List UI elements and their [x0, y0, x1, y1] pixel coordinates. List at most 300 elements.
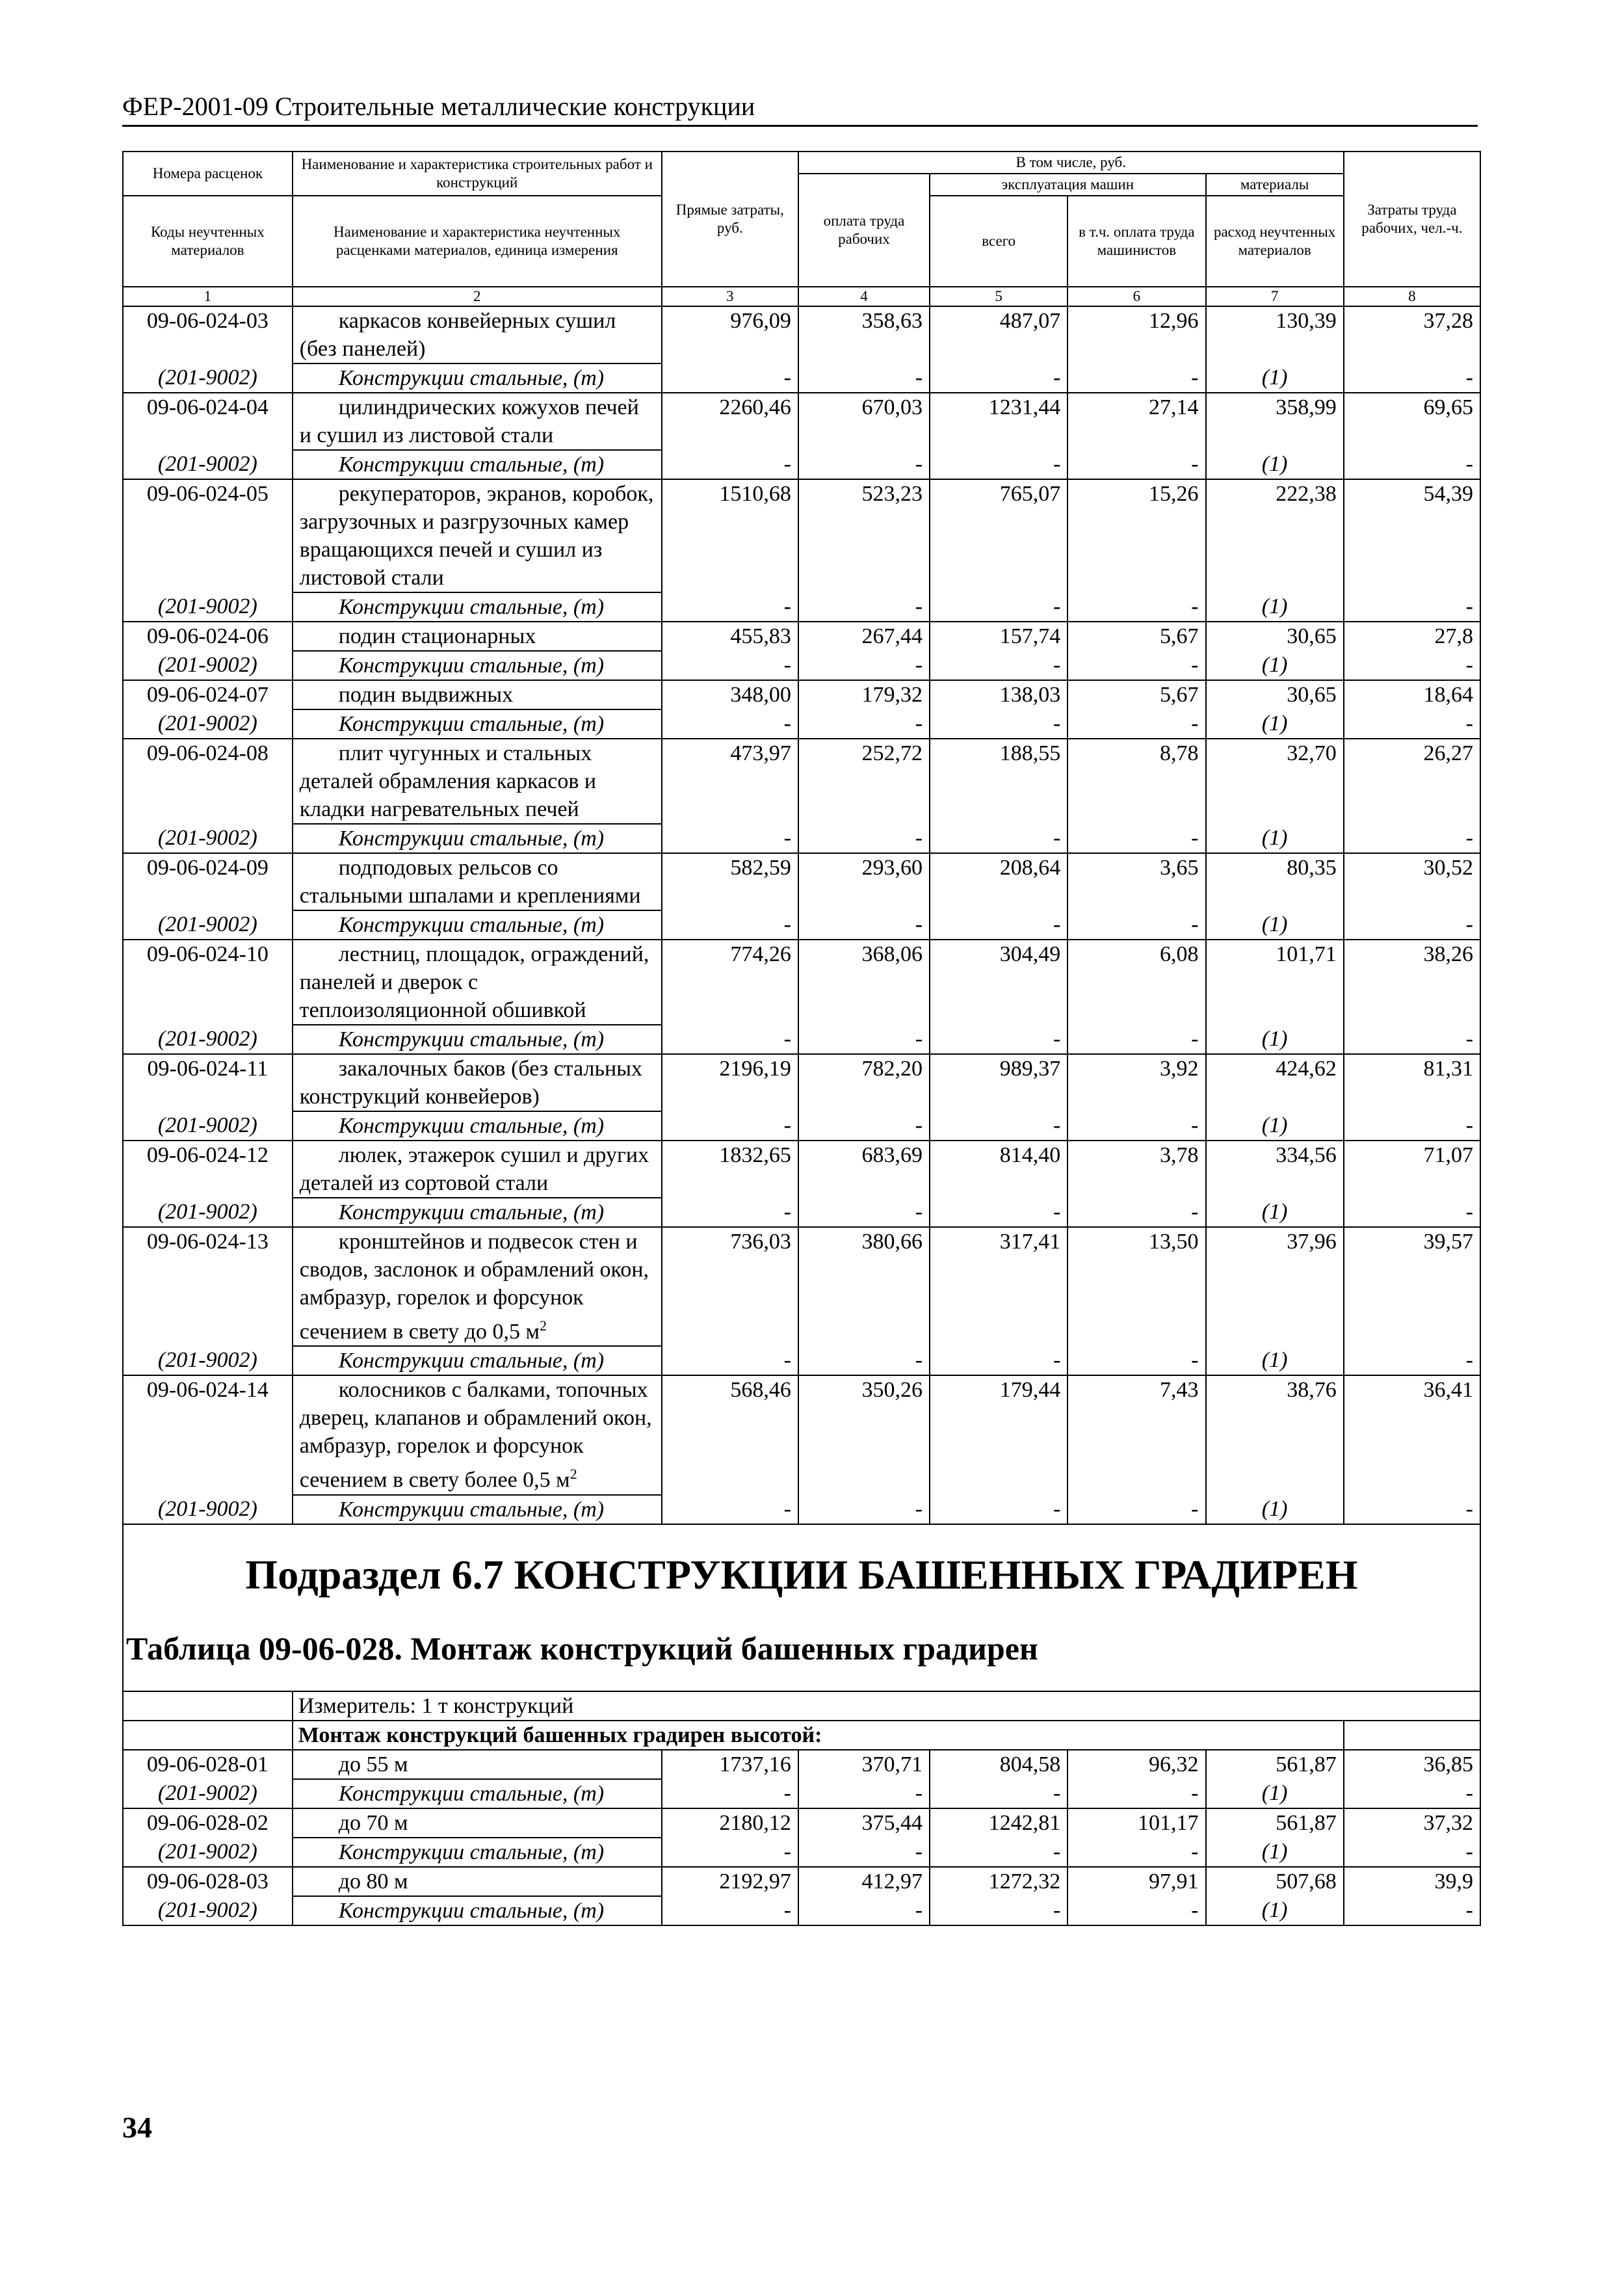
rate-code: 09-06-024-08 [123, 739, 293, 824]
material-qty: (1) [1206, 1896, 1344, 1925]
machine-cost: 487,07 [930, 306, 1067, 363]
work-name-text: до 80 м [338, 1869, 408, 1894]
dash-cell: - [930, 363, 1067, 393]
rate-code: 09-06-028-03 [123, 1867, 293, 1896]
material-code: (201-9002) [123, 1111, 293, 1141]
dash-cell: - [1067, 1111, 1205, 1141]
running-title: ФЕР-2001-09 Строительные металлические конструкции [122, 92, 755, 121]
dash-cell: - [930, 1838, 1067, 1867]
dash-cell: - [1344, 1346, 1480, 1375]
material-name: Конструкции стальные, (т) [293, 651, 662, 680]
table-head [123, 152, 1480, 306]
labor-hours: 30,52 [1344, 853, 1480, 910]
machine-cost: 317,41 [930, 1227, 1067, 1346]
rate-code: 09-06-024-03 [123, 306, 293, 363]
material-qty: (1) [1206, 1198, 1344, 1227]
labor-hours: 69,65 [1344, 393, 1480, 450]
dash-cell: - [1344, 450, 1480, 479]
col-number: 7 [1206, 287, 1344, 306]
dash-cell: - [798, 1346, 930, 1375]
table-row [123, 306, 1480, 363]
machinist-cost: 97,91 [1067, 1867, 1205, 1896]
work-name [293, 1808, 662, 1838]
work-name [293, 1750, 662, 1779]
material-row [123, 1896, 1480, 1925]
table-body [123, 306, 1480, 1524]
col7-header: расход неучтенных материалов [1206, 196, 1344, 287]
dash-cell: - [930, 450, 1067, 479]
material-code: (201-9002) [123, 450, 293, 479]
col4-header: оплата труда рабочих [798, 174, 930, 287]
labor-cost: 412,97 [798, 1867, 930, 1896]
material-cost: 80,35 [1206, 853, 1344, 910]
labor-hours: 27,8 [1344, 622, 1480, 651]
material-name: Конструкции стальные, (т) [293, 824, 662, 853]
table-row [123, 940, 1480, 1025]
material-code: (201-9002) [123, 1198, 293, 1227]
work-name-text: цилиндрических кожухов печей и сушил из листовой стали [299, 395, 639, 447]
work-name [293, 739, 662, 824]
dash-cell: - [1344, 592, 1480, 622]
table-row [123, 1141, 1480, 1198]
header-rule [122, 125, 1478, 127]
dash-cell: - [1067, 709, 1205, 739]
dash-cell: - [662, 1779, 798, 1808]
labor-cost: 670,03 [798, 393, 930, 450]
table-row [123, 1054, 1480, 1111]
dash-cell: - [1344, 1025, 1480, 1054]
col-number: 8 [1344, 287, 1480, 306]
material-row [123, 363, 1480, 393]
material-code: (201-9002) [123, 910, 293, 940]
work-name-text: подин выдвижных [338, 683, 514, 707]
rate-code: 09-06-024-09 [123, 853, 293, 910]
dash-cell: - [798, 1779, 930, 1808]
direct-cost: 455,83 [662, 622, 798, 651]
dash-cell: - [1344, 709, 1480, 739]
dash-cell: - [930, 824, 1067, 853]
material-cost: 38,76 [1206, 1375, 1344, 1494]
material-qty: (1) [1206, 1025, 1344, 1054]
dash-cell: - [930, 1025, 1067, 1054]
material-row [123, 1838, 1480, 1867]
direct-cost: 568,46 [662, 1375, 798, 1494]
machine-cost: 208,64 [930, 853, 1067, 910]
table-body-2 [123, 1750, 1480, 1925]
labor-cost: 267,44 [798, 622, 930, 651]
machinist-cost: 3,78 [1067, 1141, 1205, 1198]
table-row [123, 479, 1480, 592]
dash-cell: - [1067, 1346, 1205, 1375]
material-qty: (1) [1206, 1111, 1344, 1141]
dash-cell: - [1344, 1495, 1480, 1524]
material-cost: 334,56 [1206, 1141, 1344, 1198]
col-number: 2 [293, 287, 662, 306]
material-code: (201-9002) [123, 363, 293, 393]
dash-cell: - [1344, 824, 1480, 853]
work-name [293, 1141, 662, 1198]
material-name: Конструкции стальные, (т) [293, 592, 662, 622]
rate-code: 09-06-024-07 [123, 680, 293, 709]
dash-cell: - [930, 1111, 1067, 1141]
dash-cell: - [1067, 1779, 1205, 1808]
machinist-cost: 13,50 [1067, 1227, 1205, 1346]
material-cost: 37,96 [1206, 1227, 1344, 1346]
rate-code: 09-06-024-12 [123, 1141, 293, 1198]
material-row [123, 709, 1480, 739]
col1-top-header: Номера расценок [123, 152, 293, 196]
table-row [123, 739, 1480, 824]
incl-header: В том числе, руб. [798, 152, 1344, 174]
labor-cost: 252,72 [798, 739, 930, 824]
machine-cost: 1231,44 [930, 393, 1067, 450]
dash-cell: - [1067, 1025, 1205, 1054]
work-name [293, 853, 662, 910]
table-row [123, 680, 1480, 709]
table-row [123, 393, 1480, 450]
material-cost: 130,39 [1206, 306, 1344, 363]
dash-cell: - [930, 651, 1067, 680]
machinist-cost: 3,92 [1067, 1054, 1205, 1111]
dash-cell: - [662, 824, 798, 853]
machines-header: эксплуатация машин [930, 174, 1205, 196]
work-name [293, 1375, 662, 1494]
dash-cell: - [1344, 1198, 1480, 1227]
dash-cell: - [662, 709, 798, 739]
col6-header: в т.ч. оплата труда машинистов [1067, 196, 1205, 287]
labor-hours: 37,32 [1344, 1808, 1480, 1838]
machinist-cost: 101,17 [1067, 1808, 1205, 1838]
direct-cost: 736,03 [662, 1227, 798, 1346]
material-row [123, 1198, 1480, 1227]
machine-cost: 138,03 [930, 680, 1067, 709]
dash-cell: - [662, 363, 798, 393]
material-code: (201-9002) [123, 824, 293, 853]
material-row [123, 1346, 1480, 1375]
work-name-text: лестниц, площадок, ограждений, панелей и дверок с теплоизоляционной обшивкой [299, 942, 649, 1022]
dash-cell: - [930, 910, 1067, 940]
material-code: (201-9002) [123, 1779, 293, 1808]
work-name [293, 479, 662, 592]
dash-cell: - [798, 1838, 930, 1867]
labor-hours: 39,57 [1344, 1227, 1480, 1346]
labor-hours: 37,28 [1344, 306, 1480, 363]
table-row [123, 853, 1480, 910]
labor-cost: 350,26 [798, 1375, 930, 1494]
labor-hours: 36,41 [1344, 1375, 1480, 1494]
work-name-text: кронштейнов и подвесок стен и сводов, заслонок и обрамлений окон, амбразур, горелок и форсунок сечением в свету до 0,5 м [299, 1230, 649, 1344]
material-name: Конструкции стальные, (т) [293, 910, 662, 940]
material-cost: 30,65 [1206, 622, 1344, 651]
machinist-cost: 5,67 [1067, 622, 1205, 651]
material-code: (201-9002) [123, 592, 293, 622]
dash-cell: - [1067, 592, 1205, 622]
dash-cell: - [798, 592, 930, 622]
material-name: Конструкции стальные, (т) [293, 1111, 662, 1141]
work-name-text: люлек, этажерок сушил и других деталей из сортовой стали [299, 1143, 649, 1195]
rate-code: 09-06-028-02 [123, 1808, 293, 1838]
direct-cost: 2192,97 [662, 1867, 798, 1896]
dash-cell: - [1067, 1896, 1205, 1925]
rate-code: 09-06-028-01 [123, 1750, 293, 1779]
work-name-text: подин стационарных [338, 624, 536, 648]
direct-cost: 1737,16 [662, 1750, 798, 1779]
machinist-cost: 7,43 [1067, 1375, 1205, 1494]
unit-exponent: 2 [540, 1317, 547, 1334]
table-row [123, 622, 1480, 651]
labor-hours: 18,64 [1344, 680, 1480, 709]
machine-cost: 989,37 [930, 1054, 1067, 1111]
material-qty: (1) [1206, 824, 1344, 853]
material-code: (201-9002) [123, 1495, 293, 1524]
work-name [293, 393, 662, 450]
work-name-text: до 55 м [338, 1752, 408, 1777]
dash-cell: - [930, 1896, 1067, 1925]
material-qty: (1) [1206, 363, 1344, 393]
work-name [293, 622, 662, 651]
dash-cell: - [1344, 363, 1480, 393]
dash-cell: - [930, 1495, 1067, 1524]
labor-hours: 54,39 [1344, 479, 1480, 592]
dash-cell: - [930, 709, 1067, 739]
material-cost: 222,38 [1206, 479, 1344, 592]
material-row [123, 651, 1480, 680]
dash-cell: - [662, 1025, 798, 1054]
rate-code: 09-06-024-13 [123, 1227, 293, 1346]
machinist-cost: 12,96 [1067, 306, 1205, 363]
labor-cost: 380,66 [798, 1227, 930, 1346]
material-row [123, 450, 1480, 479]
material-qty: (1) [1206, 709, 1344, 739]
machinist-cost: 6,08 [1067, 940, 1205, 1025]
material-name: Конструкции стальные, (т) [293, 1838, 662, 1867]
dash-cell: - [1067, 1838, 1205, 1867]
direct-cost: 473,97 [662, 739, 798, 824]
dash-cell: - [662, 651, 798, 680]
group-label: Монтаж конструкций башенных градирен высотой: [293, 1721, 1344, 1750]
machine-cost: 188,55 [930, 739, 1067, 824]
dash-cell: - [662, 1495, 798, 1524]
col-number: 6 [1067, 287, 1205, 306]
dash-cell: - [930, 1198, 1067, 1227]
dash-cell: - [1067, 1495, 1205, 1524]
work-name-text: подподовых рельсов со стальными шпалами и креплениями [299, 856, 641, 908]
dash-cell: - [798, 363, 930, 393]
machinist-cost: 96,32 [1067, 1750, 1205, 1779]
material-cost: 424,62 [1206, 1054, 1344, 1111]
work-name [293, 1054, 662, 1111]
col8-header: Затраты труда рабочих, чел.-ч. [1344, 152, 1480, 287]
work-name [293, 306, 662, 363]
dash-cell: - [930, 592, 1067, 622]
labor-cost: 782,20 [798, 1054, 930, 1111]
col2-bottom-header: Наименование и характеристика неучтенных расценками материалов, единица измерения [293, 196, 662, 287]
meter-label: Измеритель: 1 т конструкций [293, 1691, 1480, 1721]
col-number: 3 [662, 287, 798, 306]
dash-cell: - [662, 592, 798, 622]
material-code: (201-9002) [123, 651, 293, 680]
col2-top-header: Наименование и характеристика строительных работ и конструкций [293, 152, 662, 196]
machine-cost: 157,74 [930, 622, 1067, 651]
dash-cell: - [1067, 1198, 1205, 1227]
work-name-text: плит чугунных и стальных деталей обрамления каркасов и кладки нагревательных печей [299, 741, 597, 821]
material-code: (201-9002) [123, 1896, 293, 1925]
material-code: (201-9002) [123, 1838, 293, 1867]
material-row [123, 1025, 1480, 1054]
material-qty: (1) [1206, 1495, 1344, 1524]
dash-cell: - [798, 1495, 930, 1524]
material-row [123, 592, 1480, 622]
material-name: Конструкции стальные, (т) [293, 1025, 662, 1054]
machine-cost: 765,07 [930, 479, 1067, 592]
machinist-cost: 3,65 [1067, 853, 1205, 910]
dash-cell: - [798, 1111, 930, 1141]
labor-cost: 368,06 [798, 940, 930, 1025]
material-code: (201-9002) [123, 709, 293, 739]
direct-cost: 2260,46 [662, 393, 798, 450]
col5-header: всего [930, 196, 1067, 287]
material-cost: 101,71 [1206, 940, 1344, 1025]
column-numbers [123, 287, 1480, 306]
direct-cost: 1510,68 [662, 479, 798, 592]
dash-cell: - [662, 1346, 798, 1375]
material-qty: (1) [1206, 592, 1344, 622]
direct-cost: 774,26 [662, 940, 798, 1025]
material-cost: 507,68 [1206, 1867, 1344, 1896]
dash-cell: - [798, 709, 930, 739]
rate-code: 09-06-024-11 [123, 1054, 293, 1111]
work-name-text: рекуператоров, экранов, коробок, загрузочных и разгрузочных камер вращающихся печей и сушил из листовой стали [299, 482, 654, 590]
table-row [123, 1867, 1480, 1896]
labor-cost: 683,69 [798, 1141, 930, 1198]
dash-cell: - [662, 1111, 798, 1141]
section-block [123, 1524, 1480, 1750]
material-row [123, 910, 1480, 940]
material-row [123, 1495, 1480, 1524]
material-qty: (1) [1206, 1346, 1344, 1375]
dash-cell: - [798, 910, 930, 940]
labor-cost: 370,71 [798, 1750, 930, 1779]
col-number: 1 [123, 287, 293, 306]
rates-table [122, 151, 1481, 1926]
col3-header: Прямые затраты, руб. [662, 152, 798, 287]
material-cost: 32,70 [1206, 739, 1344, 824]
dash-cell: - [1344, 1111, 1480, 1141]
material-name: Конструкции стальные, (т) [293, 1779, 662, 1808]
machinist-cost: 5,67 [1067, 680, 1205, 709]
dash-cell: - [798, 1198, 930, 1227]
machine-cost: 814,40 [930, 1141, 1067, 1198]
labor-cost: 375,44 [798, 1808, 930, 1838]
material-cost: 358,99 [1206, 393, 1344, 450]
col-number: 5 [930, 287, 1067, 306]
material-name: Конструкции стальные, (т) [293, 709, 662, 739]
dash-cell: - [798, 450, 930, 479]
dash-cell: - [798, 1025, 930, 1054]
labor-hours: 36,85 [1344, 1750, 1480, 1779]
material-cost: 561,87 [1206, 1750, 1344, 1779]
material-name: Конструкции стальные, (т) [293, 1346, 662, 1375]
col1-bottom-header: Коды неучтенных материалов [123, 196, 293, 287]
material-name: Конструкции стальные, (т) [293, 1896, 662, 1925]
table-title: Таблица 09-06-028. Монтаж конструкций башенных градирен [126, 1630, 1038, 1667]
machine-cost: 304,49 [930, 940, 1067, 1025]
materials-header: материалы [1206, 174, 1344, 196]
rate-code: 09-06-024-10 [123, 940, 293, 1025]
section-title: Подраздел 6.7 КОНСТРУКЦИИ БАШЕННЫХ ГРАДИРЕН [245, 1551, 1358, 1598]
labor-hours: 81,31 [1344, 1054, 1480, 1111]
dash-cell: - [1344, 1779, 1480, 1808]
dash-cell: - [662, 1896, 798, 1925]
direct-cost: 1832,65 [662, 1141, 798, 1198]
table-row [123, 1750, 1480, 1779]
dash-cell: - [1344, 910, 1480, 940]
dash-cell: - [798, 1896, 930, 1925]
rate-code: 09-06-024-05 [123, 479, 293, 592]
dash-cell: - [1067, 363, 1205, 393]
work-name-text: колосников с балками, топочных дверец, клапанов и обрамлений окон, амбразур, горелок и форсунок сечением в свету более 0,5 м [299, 1378, 652, 1492]
dash-cell: - [1344, 651, 1480, 680]
machinist-cost: 8,78 [1067, 739, 1205, 824]
dash-cell: - [798, 651, 930, 680]
direct-cost: 582,59 [662, 853, 798, 910]
table-row [123, 1808, 1480, 1838]
material-qty: (1) [1206, 651, 1344, 680]
material-name: Конструкции стальные, (т) [293, 1198, 662, 1227]
material-qty: (1) [1206, 450, 1344, 479]
dash-cell: - [1067, 824, 1205, 853]
table-row [123, 1375, 1480, 1494]
direct-cost: 2180,12 [662, 1808, 798, 1838]
dash-cell: - [1344, 1838, 1480, 1867]
dash-cell: - [1067, 651, 1205, 680]
machinist-cost: 27,14 [1067, 393, 1205, 450]
machinist-cost: 15,26 [1067, 479, 1205, 592]
machine-cost: 1242,81 [930, 1808, 1067, 1838]
material-row [123, 1779, 1480, 1808]
material-code: (201-9002) [123, 1025, 293, 1054]
labor-hours: 71,07 [1344, 1141, 1480, 1198]
material-qty: (1) [1206, 910, 1344, 940]
labor-hours: 26,27 [1344, 739, 1480, 824]
material-name: Конструкции стальные, (т) [293, 450, 662, 479]
work-name [293, 1867, 662, 1896]
work-name [293, 680, 662, 709]
machine-cost: 1272,32 [930, 1867, 1067, 1896]
table-row [123, 1227, 1480, 1346]
direct-cost: 2196,19 [662, 1054, 798, 1111]
col-number: 4 [798, 287, 930, 306]
dash-cell: - [662, 450, 798, 479]
material-code: (201-9002) [123, 1346, 293, 1375]
page-number: 34 [122, 2111, 152, 2144]
work-name-text: каркасов конвейерных сушил (без панелей) [299, 309, 616, 361]
direct-cost: 348,00 [662, 680, 798, 709]
dash-cell: - [1344, 1896, 1480, 1925]
machine-cost: 179,44 [930, 1375, 1067, 1494]
labor-cost: 523,23 [798, 479, 930, 592]
material-name: Конструкции стальные, (т) [293, 363, 662, 393]
labor-cost: 358,63 [798, 306, 930, 363]
material-row [123, 1111, 1480, 1141]
material-qty: (1) [1206, 1838, 1344, 1867]
rate-code: 09-06-024-06 [123, 622, 293, 651]
work-name [293, 940, 662, 1025]
labor-cost: 293,60 [798, 853, 930, 910]
dash-cell: - [930, 1346, 1067, 1375]
dash-cell: - [662, 1198, 798, 1227]
dash-cell: - [930, 1779, 1067, 1808]
